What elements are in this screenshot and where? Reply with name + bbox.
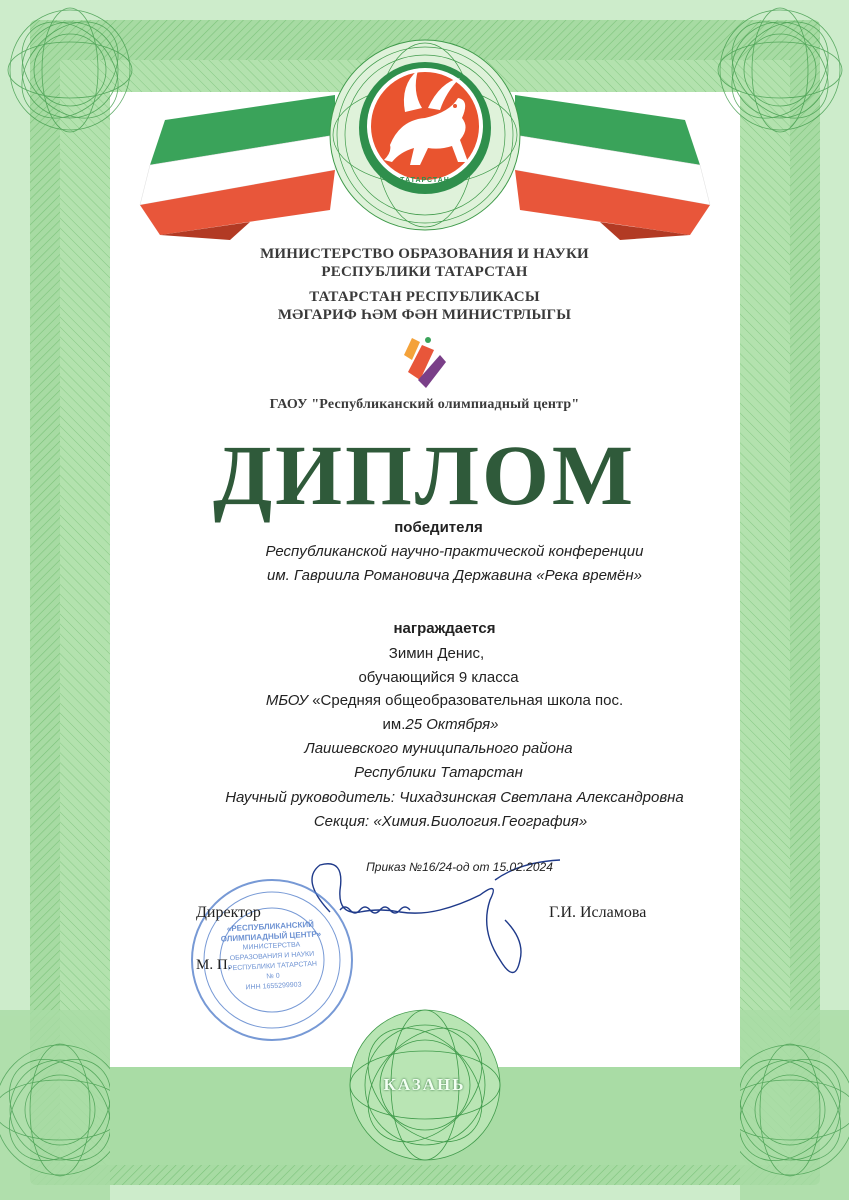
stamp-line5: РЕСПУБЛИКИ ТАТАРСТАН <box>227 960 318 973</box>
section: Секция: «Химия.Биология.География» <box>313 813 588 830</box>
district: Лаишевского муниципального района <box>304 740 573 757</box>
stamp-line2: ОЛИМПИАДНЫЙ ЦЕНТР» <box>220 929 322 944</box>
signature-role: Директор <box>196 904 261 921</box>
republic: Республики Татарстан <box>354 764 523 781</box>
stamp-text <box>210 919 333 995</box>
stamp-place-label: М. П. <box>196 957 232 973</box>
stamp-line4: ОБРАЗОВАНИЯ И НАУКИ <box>229 950 315 963</box>
school-line1 <box>20 692 849 709</box>
tatarstan-coat-of-arms-icon <box>330 40 520 230</box>
stamp-line6: № 0 <box>266 972 280 981</box>
school-line2-prefix: им. <box>382 716 406 733</box>
diploma-subtitle: победителя <box>394 519 483 536</box>
stamp-line3: МИНИСТЕРСТВА <box>242 941 301 952</box>
recipient-grade: обучающийся 9 класса <box>358 669 519 686</box>
school-name-part1: «Средняя общеобразовательная школа пос. <box>312 692 624 709</box>
awarded-label: награждается <box>393 620 496 637</box>
ministry-ru-line1: МИНИСТЕРСТВО ОБРАЗОВАНИЯ И НАУКИ <box>260 246 589 262</box>
event-line2: им. Гавриила Романовича Державина «Река времён» <box>267 567 642 584</box>
event-line1: Республиканской научно-практической конференции <box>265 543 644 560</box>
signatory-name: Г.И. Исламова <box>549 904 647 921</box>
organization-name: ГАОУ "Республиканский олимпиадный центр" <box>269 397 580 412</box>
supervisor: Научный руководитель: Чихадзинская Светлана Александровна <box>225 789 684 806</box>
stamp-line1: «РЕСПУБЛИКАНСКИЙ <box>226 919 315 934</box>
recipient-name: Зимин Денис, <box>388 645 485 662</box>
stamp-line7: ИНН 1655299903 <box>245 981 302 992</box>
order-reference: Приказ №16/24-од от 15.02.2024 <box>366 860 553 874</box>
diploma-title: ДИПЛОМ <box>212 427 637 523</box>
emblem-ring-text: ТАТАРСТАН <box>400 177 450 184</box>
city-label: КАЗАНЬ <box>383 1075 466 1094</box>
school-line2 <box>16 716 849 733</box>
ministry-tt-line2: МӘГАРИФ ҺӘМ ФӘН МИНИСТРЛЫГЫ <box>277 307 572 323</box>
school-name-part2: 25 Октября» <box>405 716 499 733</box>
school-prefix: МБОУ <box>265 692 309 709</box>
ministry-ru-line2: РЕСПУБЛИКИ ТАТАРСТАН <box>321 264 528 280</box>
ministry-tt-line1: ТАТАРСТАН РЕСПУБЛИКАСЫ <box>309 289 540 305</box>
